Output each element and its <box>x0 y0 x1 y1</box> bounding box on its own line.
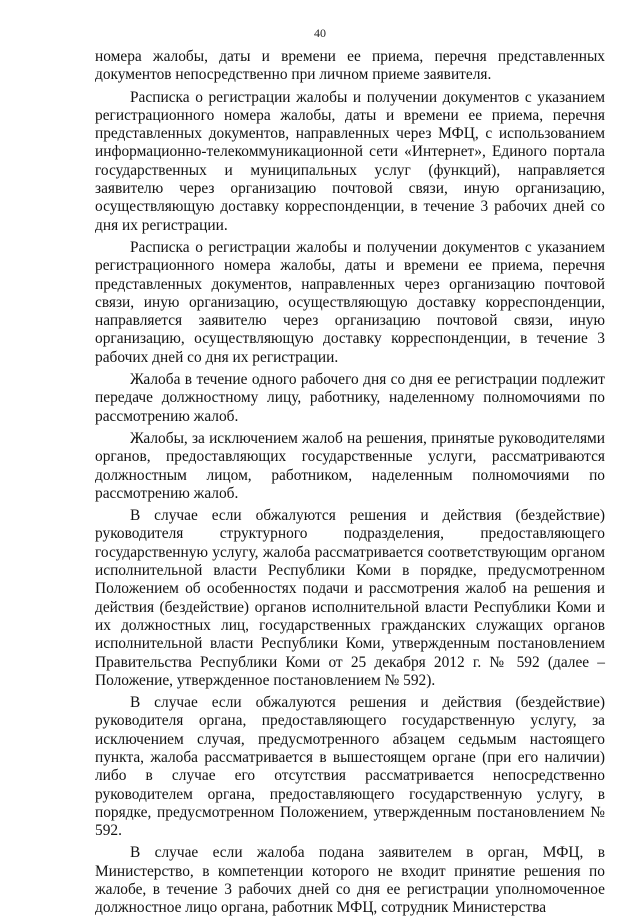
paragraph-receipt-post: Расписка о регистрации жалобы и получении документов с указанием регистрационного номера жалобы, даты и времени ее приема, перечня представленных документов, направленных через организацию почтовой связи, иную организацию, осуществляющую доставку корреспонденции, направляется заявителю через организацию почтовой связи, иную организацию, осуществляющую доставку корреспонденции, в течение 3 рабочих дней со дня их регистрации. <box>95 238 605 366</box>
paragraph-receipt-mfc: Расписка о регистрации жалобы и получении документов с указанием регистрационного номера жалобы, даты и времени ее приема, перечня представленных документов, направленных через МФЦ, с использованием информационно-телекоммуникационной сети «Интернет», Единого портала государственных и муниципальных услуг (функций), направляется заявителю через организацию почтовой связи, иную организацию, осуществляющую доставку корреспонденции, в течение 3 рабочих дней со дня их регистрации. <box>95 88 605 234</box>
page-number: 40 <box>314 26 326 40</box>
paragraph-head-of-body: В случае если обжалуются решения и действия (бездействие) руководителя органа, предоставляющего государственную услугу, за исключением случая, предусмотренного абзацем седьмым настоящего пункта, жалоба рассматривается в вышестоящем органе (при его наличии) либо в случае его отсутствия рассматривается непосредственно руководителем органа, предоставляющего государственную услугу, в порядке, предусмотренном Положением, утвержденным постановлением № 592. <box>95 694 605 840</box>
paragraph-structural-unit: В случае если обжалуются решения и действия (бездействие) руководителя структурного подразделения, предоставляющего государственную услугу, жалоба рассматривается соответствующим органом исполнительной власти Республики Коми в порядке, предусмотренном Положением об особенностях подачи и рассмотрения жалоб на решения и действия (бездействие) органов исполнительной власти Республики Коми и их должностных лиц, государственных гражданских служащих органов исполнительной власти Республики Коми, утвержденным постановлением Правительства Республики Коми от 25 декабря 2012 г. № 592 (далее – Положение, утвержденное постановлением № 592). <box>95 507 605 689</box>
paragraph-complaint-transfer: Жалоба в течение одного рабочего дня со дня ее регистрации подлежит передаче должностному лицу, работнику, наделенному полномочиями по рассмотрению жалоб. <box>95 371 605 425</box>
paragraph-wrong-competence: В случае если жалоба подана заявителем в орган, МФЦ, в Министерство, в компетенции которого не входит принятие решения по жалобе, в течение 3 рабочих дней со дня ее регистрации уполномоченное должностное лицо органа, работник МФЦ, сотрудник Министерства <box>95 844 605 917</box>
paragraph-continuation: номера жалобы, даты и времени ее приема, перечня представленных документов непосредственно при личном приеме заявителя. <box>95 48 605 84</box>
document-body <box>95 48 605 918</box>
paragraph-complaint-review: Жалобы, за исключением жалоб на решения, принятые руководителями органов, предоставляющих государственные услуги, рассматриваются должностным лицом, работником, наделенным полномочиями по рассмотрению жалоб. <box>95 429 605 502</box>
